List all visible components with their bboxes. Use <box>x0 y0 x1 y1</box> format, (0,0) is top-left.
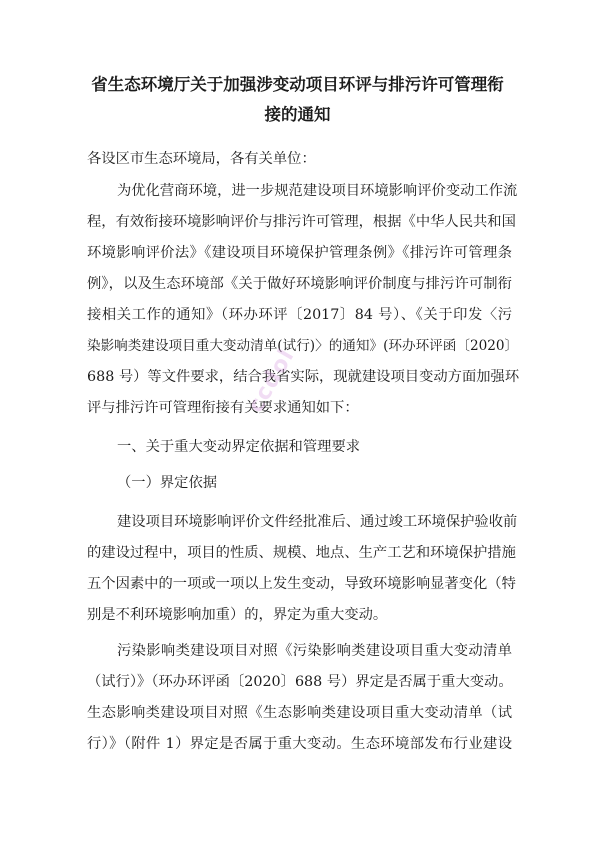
para3-line: 污染影响类建设项目对照《污染影响类建设项目重大变动清单 <box>117 643 512 659</box>
para1-line: 评与排污许可管理衔接有关要求通知如下： <box>87 400 359 416</box>
para1-line: 接相关工作的通知》（环办环评〔2017〕84 号）、《关于印发〈污 <box>87 307 512 323</box>
section-heading-2: （一）界定依据 <box>117 475 218 491</box>
title-line-1: 省生态环境厅关于加强涉变动项目环评与排污许可管理衔 <box>91 75 504 94</box>
para1-line: 688 号）等文件要求，结合我省实际，现就建设项目变动方面加强环 <box>87 369 520 385</box>
para1-line: 为优化营商环境，进一步规范建设项目环境影响评价变动工作流 <box>117 183 518 199</box>
para3-line: 生态影响类建设项目对照《生态影响类建设项目重大变动清单（试 <box>87 705 512 721</box>
para2-line: 建设项目环境影响评价文件经批准后、通过竣工环境保护验收前 <box>117 514 518 530</box>
para3-line: （试行）》（环办环评函〔2020〕688 号）界定是否属于重大变动。 <box>87 674 513 690</box>
section-heading-1: 一、关于重大变动界定依据和管理要求 <box>117 439 361 455</box>
para1-line: 例》，以及生态环境部《关于做好环境影响评价制度与排污许可制衔 <box>87 276 512 292</box>
para1-line: 程，有效衔接环境影响评价与排污许可管理，根据《中华人民共和国 <box>87 214 516 230</box>
para2-line: 五个因素中的一项或一项以上发生变动，导致环境影响显著变化（特 <box>87 576 516 592</box>
para1-line: 环境影响评价法》《建设项目环境保护管理条例》《排污许可管理条 <box>87 245 512 261</box>
document-title <box>86 70 509 130</box>
para1-line: 染影响类建设项目重大变动清单(试行)〉的通知》(环办环评函〔2020〕 <box>87 338 519 354</box>
title-line-2: 接的通知 <box>264 105 331 124</box>
salutation: 各设区市生态环境局，各有关单位： <box>87 151 316 167</box>
watermark-logo: ccdol <box>243 344 300 418</box>
para2-line: 的建设过程中，项目的性质、规模、地点、生产工艺和环境保护措施 <box>87 545 516 561</box>
para2-line: 别是不利环境影响加重）的，界定为重大变动。 <box>87 607 388 623</box>
para3-line: 行）》（附件 1）界定是否属于重大变动。生态环境部发布行业建设 <box>87 736 512 752</box>
